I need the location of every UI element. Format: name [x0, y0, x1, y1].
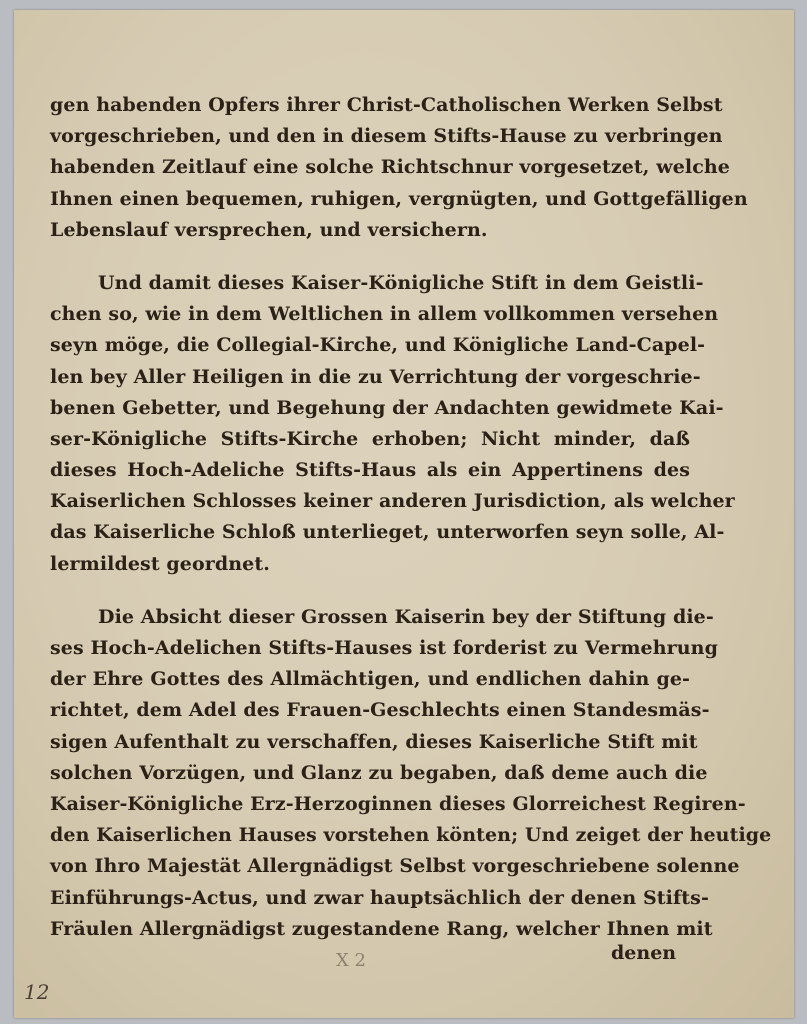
- text-line: dieses Hoch-Adeliche Stifts-Haus als ein Appertinens des: [50, 459, 690, 482]
- text-line: vorgeschrieben, und den in diesem Stifts-Hause zu verbringen: [50, 125, 723, 148]
- text-line: sigen Aufenthalt zu verschaffen, dieses Kaiserliche Stift mit: [50, 730, 698, 753]
- text-line: Ihnen einen bequemen, ruhigen, vergnügten, und Gottgefälligen: [50, 187, 748, 210]
- text-line: Kaiserlichen Schlosses keiner anderen Jurisdiction, als welcher: [50, 490, 735, 513]
- text-line: ser-Königliche Stifts-Kirche erhoben; Nicht minder, daß: [50, 427, 690, 450]
- catchword: denen: [611, 942, 677, 964]
- paragraph-2: [50, 268, 735, 580]
- paragraph-1: [50, 90, 748, 246]
- text-line: das Kaiserliche Schloß unterlieget, unterworfen seyn solle, Al-: [50, 521, 725, 544]
- text-line: von Ihro Majestät Allergnädigst Selbst vorgeschriebene solenne: [50, 855, 740, 878]
- text-line: chen so, wie in dem Weltlichen in allem vollkommen versehen: [50, 303, 719, 326]
- text-line: solchen Vorzügen, und Glanz zu begaben, daß deme auch die: [50, 761, 708, 784]
- document-body: [50, 90, 772, 945]
- text-line: Einführungs-Actus, und zwar hauptsächlich der denen Stifts-: [50, 886, 709, 909]
- text-line: lermildest geordnet.: [50, 552, 270, 575]
- signature-mark: X 2: [336, 950, 366, 971]
- text-line: ses Hoch-Adelichen Stifts-Hauses ist forderist zu Vermehrung: [50, 637, 718, 659]
- text-line: habenden Zeitlauf eine solche Richtschnur vorgesetzet, welche: [50, 156, 730, 179]
- text-line: richtet, dem Adel des Frauen-Geschlechts einen Standesmäs-: [50, 699, 710, 722]
- paragraph-3: [50, 602, 772, 945]
- text-line: Kaiser-Königliche Erz-Herzoginnen dieses Glorreichest Regiren-: [50, 792, 746, 815]
- text-line: seyn möge, die Collegial-Kirche, und Königliche Land-Capel-: [50, 334, 706, 357]
- text-line: Fräulen Allergnädigst zugestandene Rang, welcher Ihnen mit: [50, 917, 713, 940]
- document-page: [14, 10, 794, 1018]
- text-line: benen Gebetter, und Begehung der Andachten gewidmete Kai-: [50, 396, 724, 419]
- text-line: der Ehre Gottes des Allmächtigen, und endlichen dahin ge-: [50, 668, 690, 691]
- text-line: Und damit dieses Kaiser-Königliche Stift in dem Geistli-: [98, 271, 704, 294]
- text-line: Lebenslauf versprechen, und versichern.: [50, 218, 488, 241]
- text-line: gen habenden Opfers ihrer Christ-Catholischen Werken Selbst: [50, 94, 723, 116]
- text-line: Die Absicht dieser Grossen Kaiserin bey der Stiftung die-: [98, 605, 714, 628]
- page-number-mark: 12: [24, 980, 50, 1004]
- text-line: den Kaiserlichen Hauses vorstehen könten; Und zeiget der heutige: [50, 824, 772, 847]
- text-line: len bey Aller Heiligen in die zu Verrichtung der vorgeschrie-: [50, 365, 701, 388]
